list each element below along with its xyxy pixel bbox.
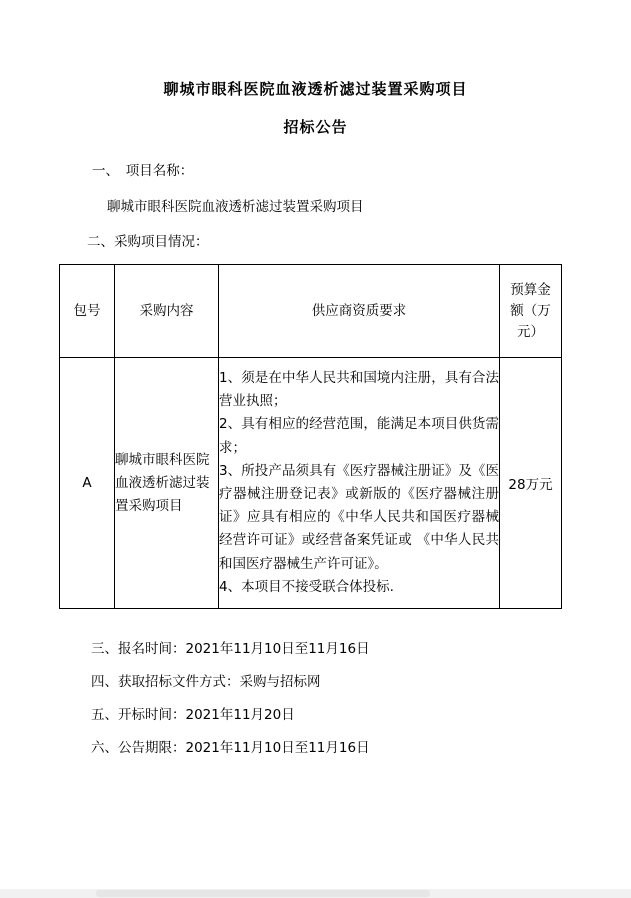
horizontal-scrollbar[interactable] bbox=[0, 889, 631, 898]
section-4-document-access: 四、获取招标文件方式：采购与招标网 bbox=[91, 674, 321, 690]
section-5-opening-time: 五、开标时间：2021年11月20日 bbox=[91, 707, 295, 723]
qualification-requirement-3: 3、所投产品须具有《医疗器械注册证》及《医疗器械注册登记表》或新版的《医疗器械注册证》应具有相应的《中华人民共和国医疗器械经营许可证》或经营备案凭证或 《中华人民共和国医疗器械生产许可证》。 bbox=[219, 462, 499, 572]
document-title: 聊城市眼科医院血液透析滤过装置采购项目 bbox=[163, 80, 468, 98]
procurement-table bbox=[59, 264, 562, 609]
section-3-registration-time: 三、报名时间：2021年11月10日至11月16日 bbox=[91, 641, 370, 657]
header-package-number: 包号 bbox=[60, 265, 115, 358]
cell-supplier-qualifications bbox=[219, 358, 500, 609]
qualification-requirement-4: 4、本项目不接受联合体投标. bbox=[219, 578, 394, 595]
table-row bbox=[60, 358, 562, 609]
qualification-requirement-2: 2、具有相应的经营范围，能满足本项目供货需求； bbox=[219, 416, 499, 456]
section-6-announcement-period: 六、公告期限：2021年11月10日至11月16日 bbox=[91, 740, 370, 756]
section-1-project-name: 聊城市眼科医院血液透析滤过装置采购项目 bbox=[107, 199, 364, 215]
header-budget-amount: 预算金额（万元） bbox=[500, 265, 562, 358]
header-supplier-qualifications: 供应商资质要求 bbox=[219, 265, 500, 358]
qualification-requirement-1: 1、须是在中华人民共和国境内注册，具有合法营业执照； bbox=[219, 369, 499, 410]
section-2-heading: 二、采购项目情况： bbox=[87, 234, 209, 250]
header-procurement-content: 采购内容 bbox=[115, 265, 219, 358]
table-header-row bbox=[60, 265, 562, 358]
cell-package-number: A bbox=[60, 358, 115, 609]
document-subtitle: 招标公告 bbox=[283, 118, 348, 136]
cell-procurement-content: 聊城市眼科医院血液透析滤过装置采购项目 bbox=[115, 358, 219, 609]
horizontal-scrollbar-thumb[interactable] bbox=[96, 890, 430, 897]
cell-budget-amount: 28万元 bbox=[500, 358, 562, 609]
section-1-heading: 一、 项目名称： bbox=[92, 163, 194, 179]
